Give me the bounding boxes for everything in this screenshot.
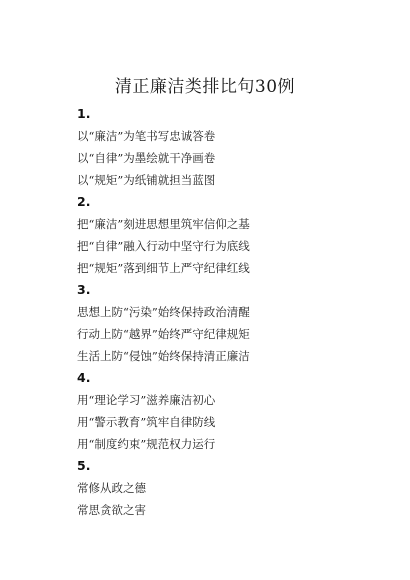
text-line: 以“自律”为墨绘就干净画卷 (77, 151, 216, 165)
section-number: 4. (77, 370, 91, 385)
text-line: 把“廉洁”刻进思想里筑牢信仰之基 (77, 217, 250, 231)
text-line: 用“制度约束”规范权力运行 (77, 437, 216, 451)
section-number: 1. (77, 106, 91, 121)
text-line: 常思贪欲之害 (77, 503, 146, 517)
section-1 (77, 103, 397, 191)
document-body (77, 103, 397, 521)
section-5 (77, 455, 397, 521)
text-line: 行动上防“越界”始终严守纪律规矩 (77, 327, 250, 341)
text-line: 以“廉洁”为笔书写忠诚答卷 (77, 129, 216, 143)
text-line: 常修从政之德 (77, 481, 146, 495)
text-line: 把“规矩”落到细节上严守纪律红线 (77, 261, 250, 275)
document-title: 清正廉洁类排比句30例 (114, 77, 296, 97)
section-number: 3. (77, 282, 91, 297)
text-line: 用“理论学习”滋养廉洁初心 (77, 393, 216, 407)
section-number: 2. (77, 194, 91, 209)
section-4 (77, 367, 397, 455)
text-line: 思想上防“污染”始终保持政治清醒 (77, 305, 250, 319)
section-number: 5. (77, 458, 91, 473)
text-line: 用“警示教育”筑牢自律防线 (77, 415, 216, 429)
text-line: 生活上防“侵蚀”始终保持清正廉洁 (77, 349, 250, 363)
text-line: 以“规矩”为纸铺就担当蓝图 (77, 173, 216, 187)
section-3 (77, 279, 397, 367)
section-2 (77, 191, 397, 279)
text-line: 把“自律”融入行动中坚守行为底线 (77, 239, 250, 253)
